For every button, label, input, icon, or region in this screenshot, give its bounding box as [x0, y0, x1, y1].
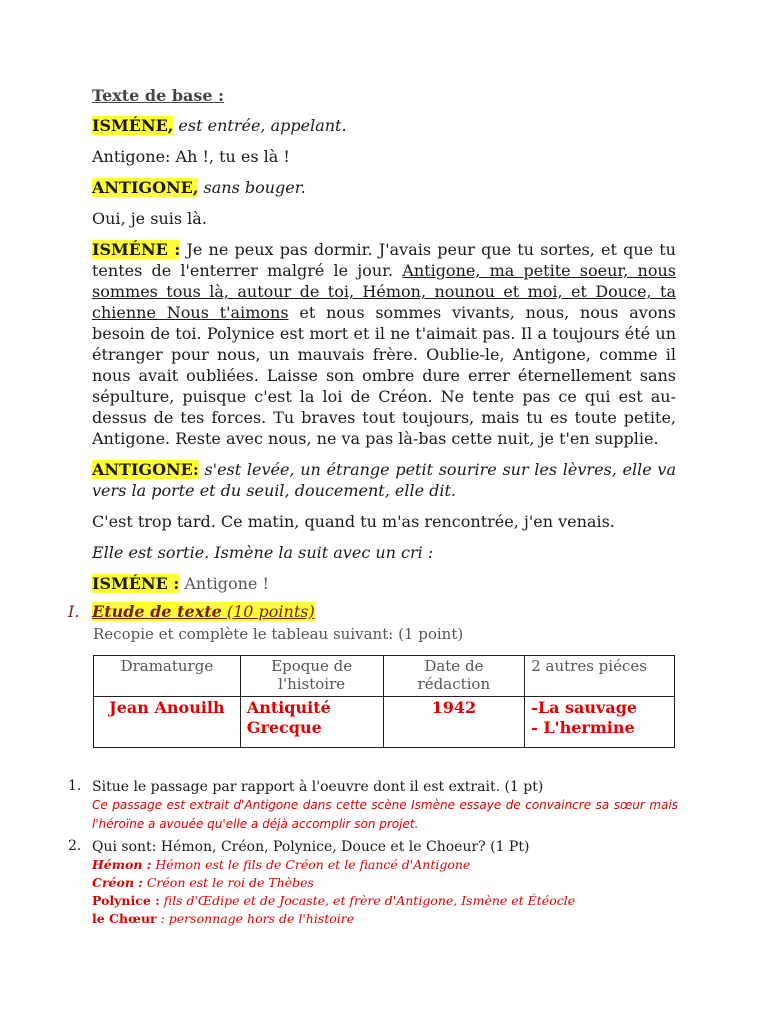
epoch-line-1: Antiquité	[246, 698, 331, 717]
answer-choeur	[92, 910, 678, 928]
paragraph-2: Antigone: Ah !, tu es là !	[92, 147, 290, 166]
cell-epoch	[240, 697, 383, 748]
question-1: Situe le passage par rapport à l'oeuvre dont il est extrait. (1 pt)	[92, 779, 544, 795]
section-points: (10 points)	[221, 602, 315, 621]
speaker-antigone: ANTIGONE:	[92, 460, 199, 479]
answer-text: Créon est le roi de Thèbes	[142, 875, 314, 890]
paragraph-7: C'est trop tard. Ce matin, quand tu m'as rencontrée, j'en venais.	[92, 512, 615, 531]
header-epoque: Epoque de l'histoire	[240, 656, 383, 697]
answer-label: Polynice :	[92, 893, 160, 908]
header-dramaturge: Dramaturge	[94, 656, 241, 697]
cell-plays	[525, 697, 675, 748]
answer-label: Hémon :	[92, 857, 152, 872]
answer-creon	[92, 874, 678, 892]
answer-text: Hémon est le fils de Créon et le fiancé d'Antigone	[151, 857, 471, 872]
info-table	[93, 655, 675, 748]
underlined-passage: Antigone, ma petite soeur, nous sommes tous là, autour de toi, Hémon, nounou et moi, et Douce, ta chienne Nous t'aimons	[92, 261, 676, 322]
speaker-ismene: ISMÉNE :	[92, 240, 181, 259]
speaker-ismene: ISMÉNE :	[92, 574, 180, 593]
speaker-ismene: ISMÉNE,	[92, 116, 174, 135]
cell-date: 1942	[383, 697, 525, 748]
list-item	[68, 838, 678, 928]
base-heading: Texte de base :	[92, 86, 225, 105]
ismene-speech-a: Je ne peux pas dormir. J'avais peur que tu sortes, et que tu tentes de l'enterrer malgré le jour.	[92, 240, 676, 280]
paragraph-9	[92, 573, 676, 594]
stage-direction: sans bouger.	[198, 178, 306, 197]
table-instruction: Recopie et complète le tableau suivant: (1 point)	[93, 625, 464, 643]
answer-polynice	[92, 892, 678, 910]
header-pieces: 2 autres piéces	[525, 656, 675, 697]
play-2: - L'hermine	[531, 718, 635, 737]
epoch-line-2: Grecque	[246, 718, 322, 737]
header-date: Date de rédaction	[383, 656, 525, 697]
stage-direction: est entrée, appelant.	[173, 116, 347, 135]
answer-1: Ce passage est extrait d'Antigone dans cette scène Ismène essaye de convaincre sa sœur mais l'héroïne a avouée qu'elle a déjà accomplir son projet.	[92, 798, 678, 831]
answer-label: le Chœur	[92, 911, 157, 926]
speaker-antigone: ANTIGONE,	[92, 178, 199, 197]
paragraph-6	[92, 459, 676, 501]
answer-text: fils d'Œdipe et de Jocaste, et frère d'Antigone, Ismène et Étéocle	[159, 893, 576, 908]
section-title	[68, 602, 315, 621]
play-1: -La sauvage	[531, 698, 638, 717]
cell-author: Jean Anouilh	[94, 697, 241, 748]
section-number: I.	[68, 602, 80, 621]
answer-hemon	[92, 856, 678, 874]
base-text	[92, 86, 676, 604]
answer-label: Créon :	[92, 875, 143, 890]
table-row	[94, 697, 675, 748]
paragraph-3	[92, 177, 676, 198]
answer-text: : personnage hors de l'histoire	[156, 911, 355, 926]
paragraph-8: Elle est sortie. Ismène la suit avec un cri :	[92, 543, 434, 562]
questions-list	[68, 778, 678, 932]
question-number: 2.	[68, 838, 82, 854]
ismene-speech-b: et nous sommes vivants, nous, nous avons besoin de toi. Polynice est mort et il ne t'aimait pas. Il a toujours été un étranger pour nous, un mauvais frère. Oublie-le, Antigone, comme il nous avait oubliées. Laisse son ombre dure errer éternellement sans sépulture, puisque c'est la loi de Créon. Ne tente pas ce qui est au-dessus de tes forces. Tu braves tout toujours, mais tu es toute petite, Antigone. Reste avec nous, ne va pas là-bas cette nuit, je t'en supplie.	[92, 303, 676, 448]
paragraph-1	[92, 115, 676, 136]
list-item	[68, 778, 678, 834]
question-2: Qui sont: Hémon, Créon, Polynice, Douce et le Choeur? (1 Pt)	[92, 839, 530, 855]
paragraph-5	[92, 239, 676, 449]
stage-direction: s'est levée, un étrange petit sourire sur les lèvres, elle va vers la porte et du seuil, doucement, elle dit.	[92, 460, 676, 500]
final-line: Antigone !	[179, 574, 269, 593]
question-number: 1.	[68, 778, 82, 794]
table-header-row	[94, 656, 675, 697]
paragraph-4: Oui, je suis là.	[92, 209, 207, 228]
section-title-text: Etude de texte	[92, 602, 222, 621]
